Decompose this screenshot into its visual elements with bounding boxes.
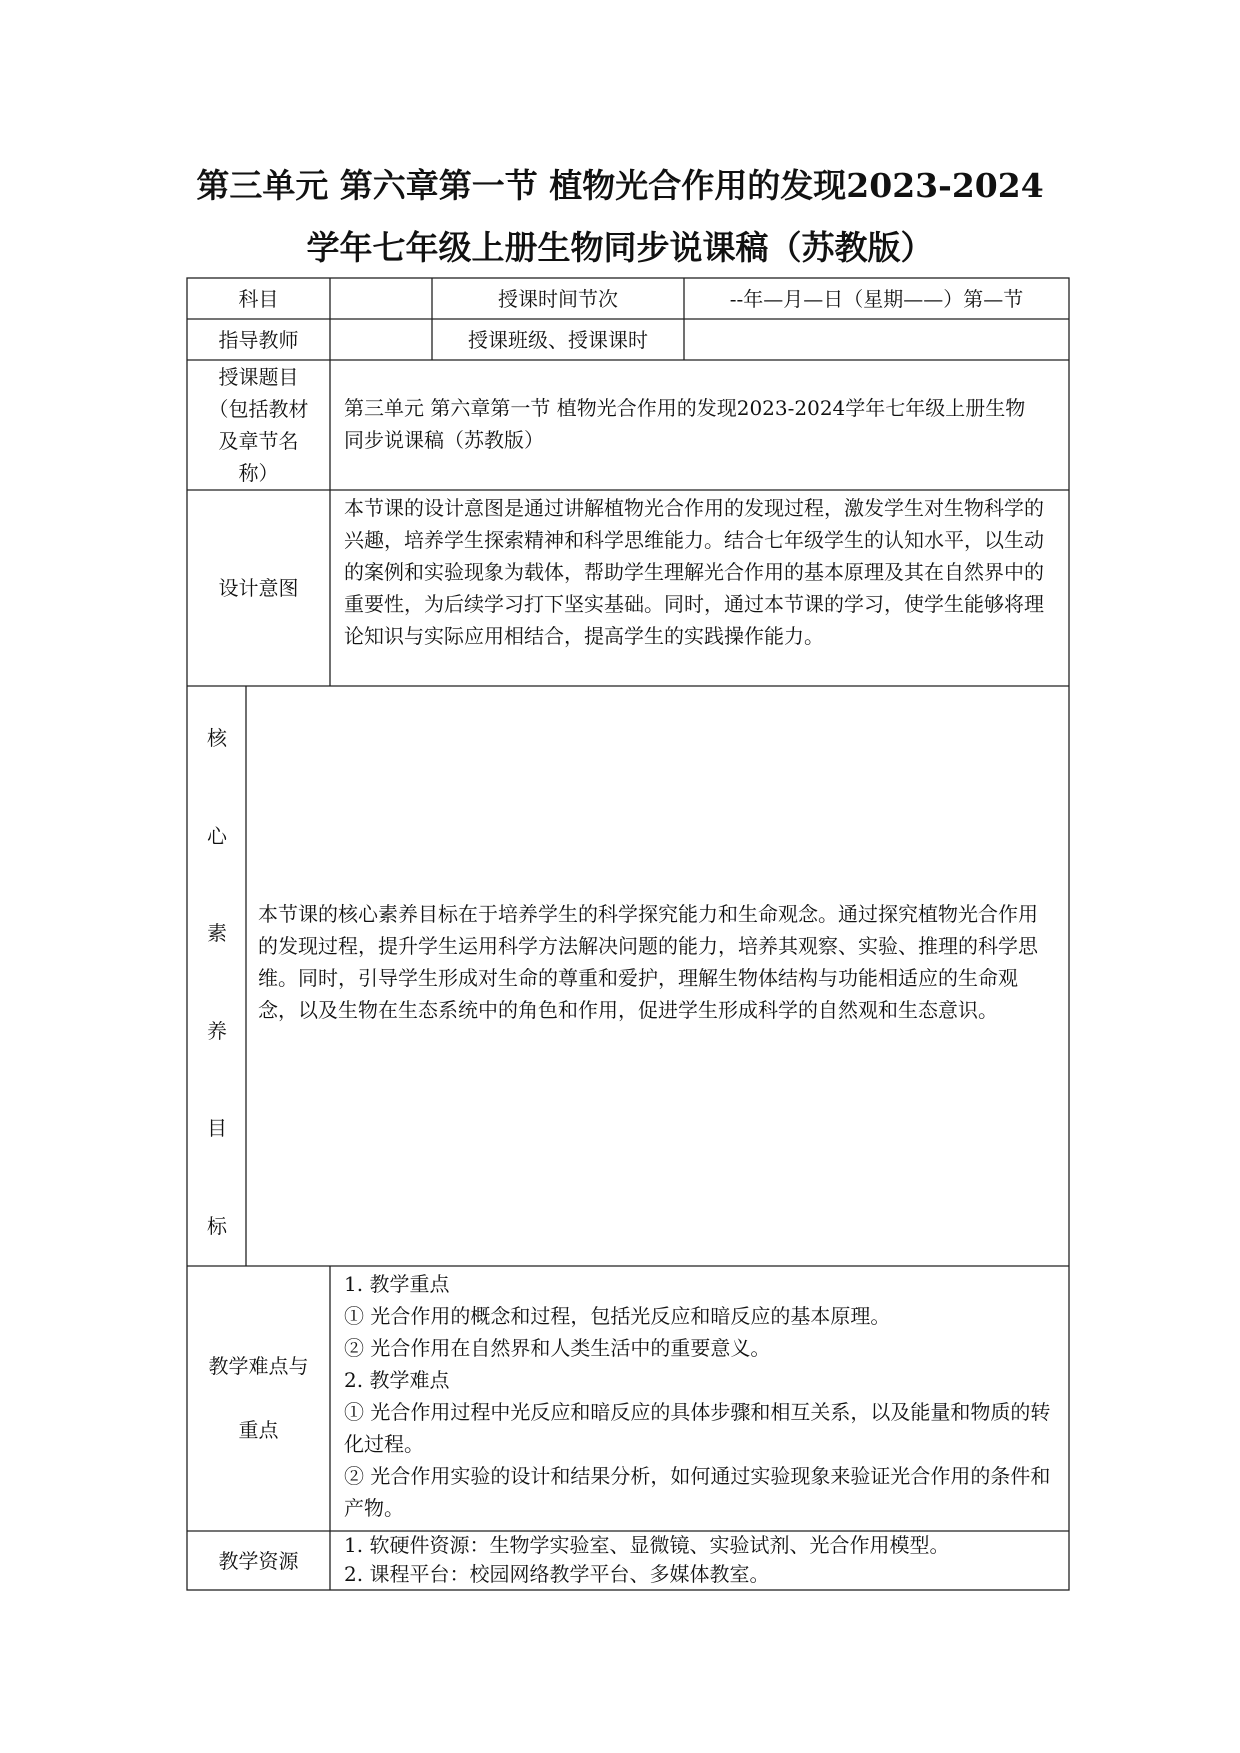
keypoints-line: ② 光合作用实验的设计和结果分析，如何通过实验现象来验证光合作用的条件和产物。 xyxy=(344,1464,1051,1520)
time-value: --年—月—日（星期——）第—节 xyxy=(729,286,1024,311)
teacher-value xyxy=(330,319,432,360)
keypoints-line: ① 光合作用过程中光反应和暗反应的具体步骤和相互关系，以及能量和物质的转化过程。 xyxy=(344,1400,1051,1456)
topic-label: 授课题目（包括教材及章节名称） xyxy=(208,365,309,485)
core-label-char: 素 xyxy=(207,921,227,945)
document-title-line-1: 第三单元 第六章第一节 植物光合作用的发现2023-2024 xyxy=(196,166,1044,205)
core-label-char: 养 xyxy=(207,1019,227,1043)
design-value: 本节课的设计意图是通过讲解植物光合作用的发现过程，激发学生对生物科学的兴趣，培养学生探索精神和科学思维能力。结合七年级学生的认知水平，以生动的案例和实验现象为载体，帮助学生理解光合作用的基本原理及其在自然界中的重要性，为后续学习打下坚实基础。同时，通过本节课的学习，使学生能够将理论知识与实际应用相结合，提高学生的实践操作能力。 xyxy=(344,496,1044,648)
topic-value: 第三单元 第六章第一节 植物光合作用的发现2023-2024学年七年级上册生物同步说课稿（苏教版） xyxy=(344,396,1026,452)
teacher-label: 指导教师 xyxy=(218,327,299,352)
core-label-char: 标 xyxy=(207,1214,227,1238)
keypoints-line: 2. 教学难点 xyxy=(344,1368,450,1392)
class-value xyxy=(684,319,1069,360)
core-label-char: 核 xyxy=(207,726,227,750)
keypoints-line: ① 光合作用的概念和过程，包括光反应和暗反应的基本原理。 xyxy=(344,1304,891,1328)
keypoints-label-line-2: 重点 xyxy=(238,1418,279,1442)
time-label: 授课时间节次 xyxy=(498,286,618,311)
keypoints-label xyxy=(187,1266,330,1531)
core-label-char: 目 xyxy=(207,1116,227,1140)
subject-value xyxy=(330,278,432,319)
resources-line: 1. 软硬件资源：生物学实验室、显微镜、实验试剂、光合作用模型。 xyxy=(344,1533,950,1557)
keypoints-label-line-1: 教学难点与 xyxy=(208,1354,309,1378)
keypoints-line: ② 光合作用在自然界和人类生活中的重要意义。 xyxy=(344,1336,771,1360)
class-label: 授课班级、授课课时 xyxy=(468,327,648,352)
keypoints-content xyxy=(330,1266,1069,1531)
core-value: 本节课的核心素养目标在于培养学生的科学探究能力和生命观念。通过探究植物光合作用的发现过程，提升学生运用科学方法解决问题的能力，培养其观察、实验、推理的科学思维。同时，引导学生形成对生命的尊重和爱护，理解生物体结构与功能相适应的生命观念，以及生物在生态系统中的角色和作用，促进学生形成科学的自然观和生态意识。 xyxy=(258,902,1038,1022)
design-label: 设计意图 xyxy=(218,576,299,600)
document-title-line-2: 学年七年级上册生物同步说课稿（苏教版） xyxy=(306,228,934,267)
resources-content xyxy=(330,1531,1069,1590)
keypoints-line: 1. 教学重点 xyxy=(344,1272,450,1296)
resources-line: 2. 课程平台：校园网络教学平台、多媒体教室。 xyxy=(344,1562,770,1586)
resources-label: 教学资源 xyxy=(218,1548,299,1573)
subject-label: 科目 xyxy=(238,286,279,311)
core-label-char: 心 xyxy=(207,824,227,848)
